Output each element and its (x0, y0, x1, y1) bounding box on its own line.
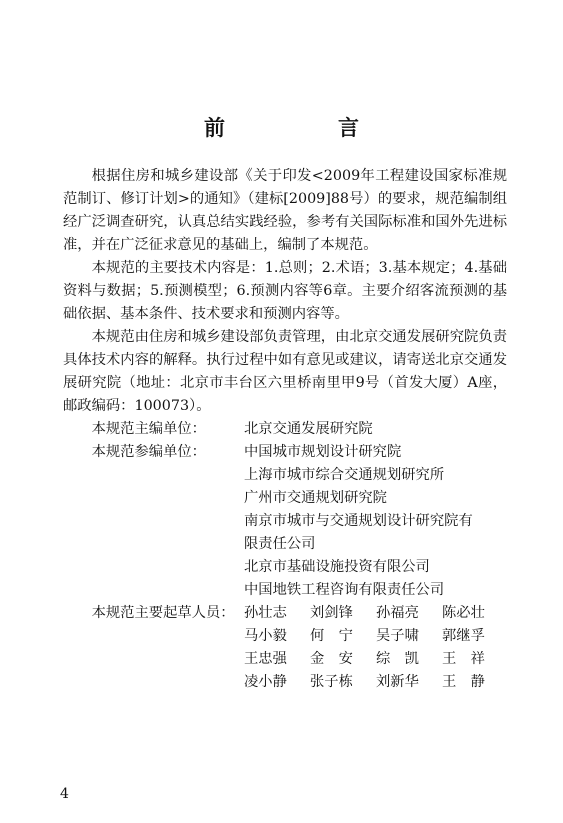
drafter-name: 郭继孚 (442, 628, 485, 644)
participating-unit-list (63, 464, 507, 602)
participating-unit-item: 中国城市规划设计研究院 (244, 444, 402, 460)
drafter-name: 金 安 (310, 651, 353, 667)
paragraph-management: 本规范由住房和城乡建设部负责管理，由北京交通发展研究院负责具体技术内容的解释。执行过程中如有意见或建议，请寄送北京交通发展研究院（地址：北京市丰台区六里桥南里甲9号（首发大厦）A座，邮政编码：100073）。 (63, 329, 507, 414)
chief-unit-row (63, 418, 507, 441)
drafter-name: 吴子啸 (376, 628, 419, 644)
participating-unit-item: 北京市基础设施投资有限公司 (244, 559, 430, 575)
participating-unit-item: 广州市交通规划研究院 (244, 490, 387, 506)
drafter-row (244, 602, 508, 625)
participating-unit-item: 限责任公司 (244, 536, 316, 552)
preface-body (63, 165, 507, 694)
drafter-name: 孙壮志 (244, 605, 287, 621)
drafter-name: 何 宁 (310, 628, 353, 644)
drafter-name: 刘剑锋 (310, 605, 353, 621)
drafter-name: 综 凯 (376, 651, 419, 667)
drafter-name: 张子栋 (310, 674, 353, 690)
participating-unit-row (63, 441, 507, 464)
drafter-name: 陈必壮 (442, 605, 485, 621)
participating-unit-item: 中国地铁工程咨询有限责任公司 (244, 582, 445, 598)
drafter-name: 王 静 (442, 674, 485, 690)
page-title: 前 言 (204, 116, 405, 140)
participating-unit-item: 上海市城市综合交通规划研究所 (244, 467, 445, 483)
drafter-row (244, 625, 508, 648)
drafters-names (244, 602, 508, 694)
chief-unit-value: 北京交通发展研究院 (244, 421, 373, 437)
drafter-name: 刘新华 (376, 674, 419, 690)
drafter-name: 孙福亮 (376, 605, 419, 621)
drafters-label: 本规范主要起草人员： (91, 605, 235, 621)
drafter-name: 王 祥 (442, 651, 485, 667)
participating-unit-label: 本规范参编单位： (91, 444, 206, 460)
drafter-name: 凌小静 (244, 674, 287, 690)
drafters-section (63, 602, 507, 694)
drafter-row (244, 671, 508, 694)
drafter-name: 马小毅 (244, 628, 287, 644)
paragraph-basis: 根据住房和城乡建设部《关于印发<2009年工程建设国家标准规范制订、修订计划>的通知》（建标[2009]88号）的要求，规范编制组经广泛调查研究，认真总结实践经验，参考有关国际标准和国外先进标准，并在广泛征求意见的基础上，编制了本规范。 (63, 168, 507, 253)
page-number: 4 (60, 786, 69, 802)
participating-unit-item: 南京市城市与交通规划设计研究院有 (244, 513, 473, 529)
drafter-name: 王忠强 (244, 651, 287, 667)
drafter-row (244, 648, 508, 671)
paragraph-content: 本规范的主要技术内容是：1.总则；2.术语；3.基本规定；4.基础资料与数据；5.预测模型；6.预测内容等6章。主要介绍客流预测的基础依据、基本条件、技术要求和预测内容等。 (63, 260, 507, 322)
chief-unit-label: 本规范主编单位： (91, 421, 206, 437)
